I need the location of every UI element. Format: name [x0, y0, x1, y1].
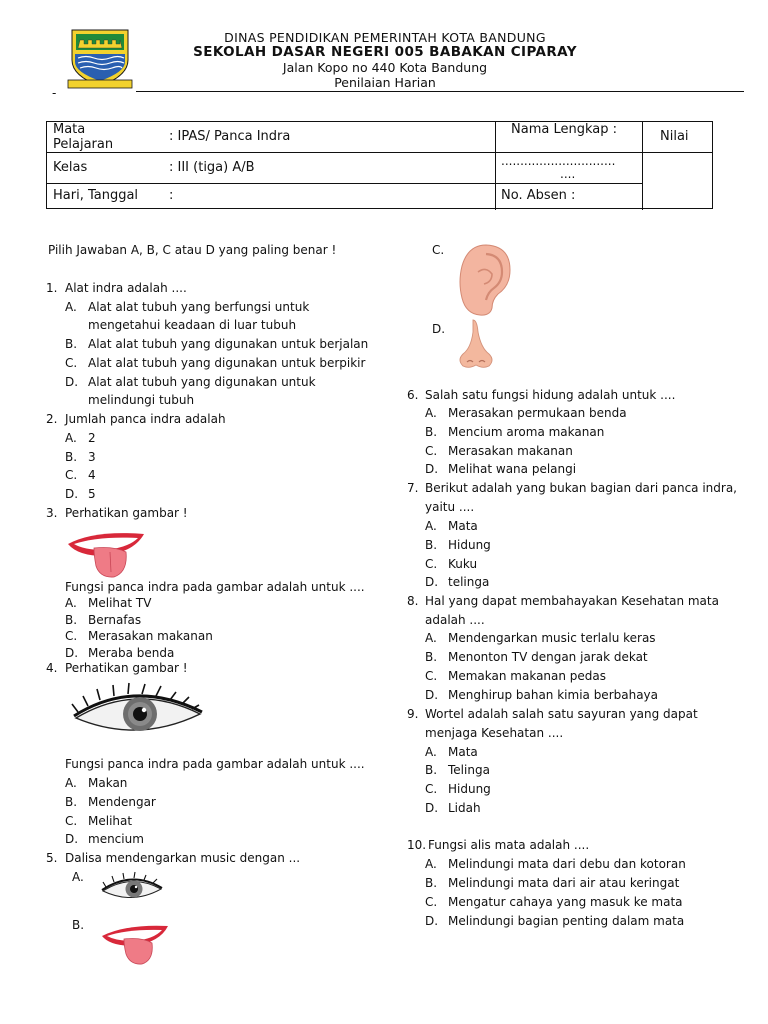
option-text: mengetahui keadaan di luar tubuh: [88, 318, 297, 332]
option-text: Kuku: [448, 557, 478, 571]
question-text-cont: adalah ....: [425, 613, 485, 627]
option-letter: C.: [65, 814, 78, 828]
option-text: Hidung: [448, 782, 491, 796]
question-number: 8.: [407, 594, 419, 608]
option-letter: C.: [425, 444, 438, 458]
option-letter: A.: [425, 631, 437, 645]
question-number: 1.: [46, 281, 58, 295]
option-letter: D.: [425, 801, 439, 815]
option-letter: C.: [425, 557, 438, 571]
option-letter: B.: [425, 538, 438, 552]
option-letter: A.: [425, 857, 437, 871]
option-letter: A.: [425, 519, 437, 533]
full-name-label: Nama Lengkap :: [511, 122, 617, 137]
option-text: Makan: [88, 776, 128, 790]
option-text: Telinga: [448, 763, 490, 777]
option-text: Menghirup bahan kimia berbahaya: [448, 688, 659, 702]
option-letter: C.: [425, 669, 438, 683]
option-text: Lidah: [448, 801, 481, 815]
mouth-tongue-image-small: [98, 914, 172, 968]
question-number: 6.: [407, 388, 419, 402]
header-dash: -: [52, 86, 57, 100]
question-text: Dalisa mendengarkan music dengan ...: [65, 851, 301, 865]
option-text: Mencium aroma makanan: [448, 425, 605, 439]
option-letter: D.: [65, 487, 79, 501]
class-value: : III (tiga) A/B: [169, 160, 255, 175]
option-text: melindungi tubuh: [88, 393, 195, 407]
option-text: Mendengar: [88, 795, 156, 809]
option-text: Mata: [448, 519, 478, 533]
eye-image: [64, 682, 210, 750]
option-text: Mata: [448, 745, 478, 759]
full-name-dots: ..............................: [501, 154, 616, 168]
option-letter: A.: [65, 596, 77, 610]
question-number: 7.: [407, 481, 419, 495]
option-letter: D.: [425, 462, 439, 476]
option-letter: B.: [425, 876, 438, 890]
question-text: Berikut adalah yang bukan bagian dari panca indra,: [425, 481, 737, 495]
option-letter: C.: [432, 243, 445, 257]
question-number: 4.: [46, 661, 58, 675]
option-letter: A.: [72, 870, 84, 884]
option-letter: D.: [425, 914, 439, 928]
letterhead: [120, 30, 650, 90]
option-text: Bernafas: [88, 613, 142, 627]
option-text: Hidung: [448, 538, 491, 552]
question-prompt: Fungsi panca indra pada gambar adalah untuk ....: [65, 580, 365, 594]
option-letter: B.: [72, 918, 85, 932]
subject-label: Mata Pelajaran: [53, 122, 114, 152]
option-text: Mendengarkan music terlalu keras: [448, 631, 656, 645]
option-text: 3: [88, 450, 96, 464]
attendance-number-label: No. Absen :: [501, 188, 576, 203]
question-number: 10.: [407, 838, 427, 852]
option-letter: C.: [425, 782, 438, 796]
header-divider: [52, 91, 744, 93]
option-letter: D.: [425, 575, 439, 589]
option-text: Merasakan makanan: [88, 629, 213, 643]
date-label: Hari, Tanggal: [53, 188, 139, 203]
date-value: :: [169, 188, 174, 203]
option-letter: C.: [65, 629, 78, 643]
score-label: Nilai: [660, 129, 689, 144]
question-number: 2.: [46, 412, 58, 426]
school-address: Jalan Kopo no 440 Kota Bandung: [282, 60, 488, 75]
question-text-cont: menjaga Kesehatan ....: [425, 726, 564, 740]
question-text: Perhatikan gambar !: [65, 506, 188, 520]
question-text: Wortel adalah salah satu sayuran yang dapat: [425, 707, 698, 721]
option-text: Alat alat tubuh yang berfungsi untuk: [88, 300, 310, 314]
option-text: 5: [88, 487, 96, 501]
exam-title: Penilaian Harian: [334, 75, 436, 90]
ear-image: [456, 242, 514, 318]
option-letter: C.: [65, 468, 78, 482]
option-text: Alat alat tubuh yang digunakan untuk: [88, 375, 316, 389]
option-letter: C.: [425, 895, 438, 909]
question-text: Salah satu fungsi hidung adalah untuk ....: [425, 388, 676, 402]
option-letter: B.: [65, 613, 78, 627]
option-letter: B.: [65, 450, 78, 464]
option-text: Merasakan permukaan benda: [448, 406, 627, 420]
option-text: Melindungi bagian penting dalam mata: [448, 914, 685, 928]
option-letter: D.: [65, 646, 79, 660]
option-letter: C.: [65, 356, 78, 370]
option-letter: B.: [65, 795, 78, 809]
question-prompt: Fungsi panca indra pada gambar adalah untuk ....: [65, 757, 365, 771]
option-text: telinga: [448, 575, 490, 589]
option-text: Memakan makanan pedas: [448, 669, 607, 683]
school-name: SEKOLAH DASAR NEGERI 005 BABAKAN CIPARAY: [193, 44, 577, 60]
question-text: Alat indra adalah ....: [65, 281, 187, 295]
question-text: Perhatikan gambar !: [65, 661, 188, 675]
student-info-table: [46, 121, 713, 209]
option-text: 2: [88, 431, 96, 445]
full-name-dots-cont: ....: [560, 167, 576, 181]
question-number: 5.: [46, 851, 58, 865]
option-text: Melindungi mata dari air atau keringat: [448, 876, 680, 890]
option-text: Meraba benda: [88, 646, 175, 660]
option-letter: B.: [425, 650, 438, 664]
option-text: Alat alat tubuh yang digunakan untuk berpikir: [88, 356, 366, 370]
question-text: Fungsi alis mata adalah ....: [428, 838, 590, 852]
option-letter: D.: [425, 688, 439, 702]
option-letter: A.: [65, 431, 77, 445]
option-letter: D.: [65, 375, 79, 389]
option-letter: D.: [65, 832, 79, 846]
instruction: Pilih Jawaban A, B, C atau D yang paling benar !: [48, 243, 337, 257]
nose-image: [455, 318, 497, 370]
option-letter: A.: [65, 300, 77, 314]
option-letter: B.: [425, 425, 438, 439]
mouth-tongue-image: [64, 522, 148, 580]
option-text: Melihat: [88, 814, 133, 828]
option-text: Melihat wana pelangi: [448, 462, 577, 476]
question-text: Jumlah panca indra adalah: [65, 412, 226, 426]
question-text-cont: yaitu ....: [425, 500, 475, 514]
option-text: Melihat TV: [88, 596, 152, 610]
class-label: Kelas: [53, 160, 88, 175]
option-letter: D.: [432, 322, 446, 336]
option-text: mencium: [88, 832, 144, 846]
option-letter: B.: [425, 763, 438, 777]
option-letter: B.: [65, 337, 78, 351]
option-letter: A.: [65, 776, 77, 790]
option-text: Merasakan makanan: [448, 444, 573, 458]
option-letter: A.: [425, 745, 437, 759]
eye-image-small: [98, 870, 166, 908]
subject-value: : IPAS/ Panca Indra: [169, 129, 291, 144]
question-number: 9.: [407, 707, 419, 721]
option-text: Alat alat tubuh yang digunakan untuk berjalan: [88, 337, 369, 351]
question-text: Hal yang dapat membahayakan Kesehatan mata: [425, 594, 719, 608]
option-letter: A.: [425, 406, 437, 420]
option-text: Menonton TV dengan jarak dekat: [448, 650, 648, 664]
option-text: Mengatur cahaya yang masuk ke mata: [448, 895, 683, 909]
option-text: Melindungi mata dari debu dan kotoran: [448, 857, 686, 871]
option-text: 4: [88, 468, 96, 482]
agency-name: DINAS PENDIDIKAN PEMERINTAH KOTA BANDUNG: [224, 30, 546, 45]
question-number: 3.: [46, 506, 58, 520]
